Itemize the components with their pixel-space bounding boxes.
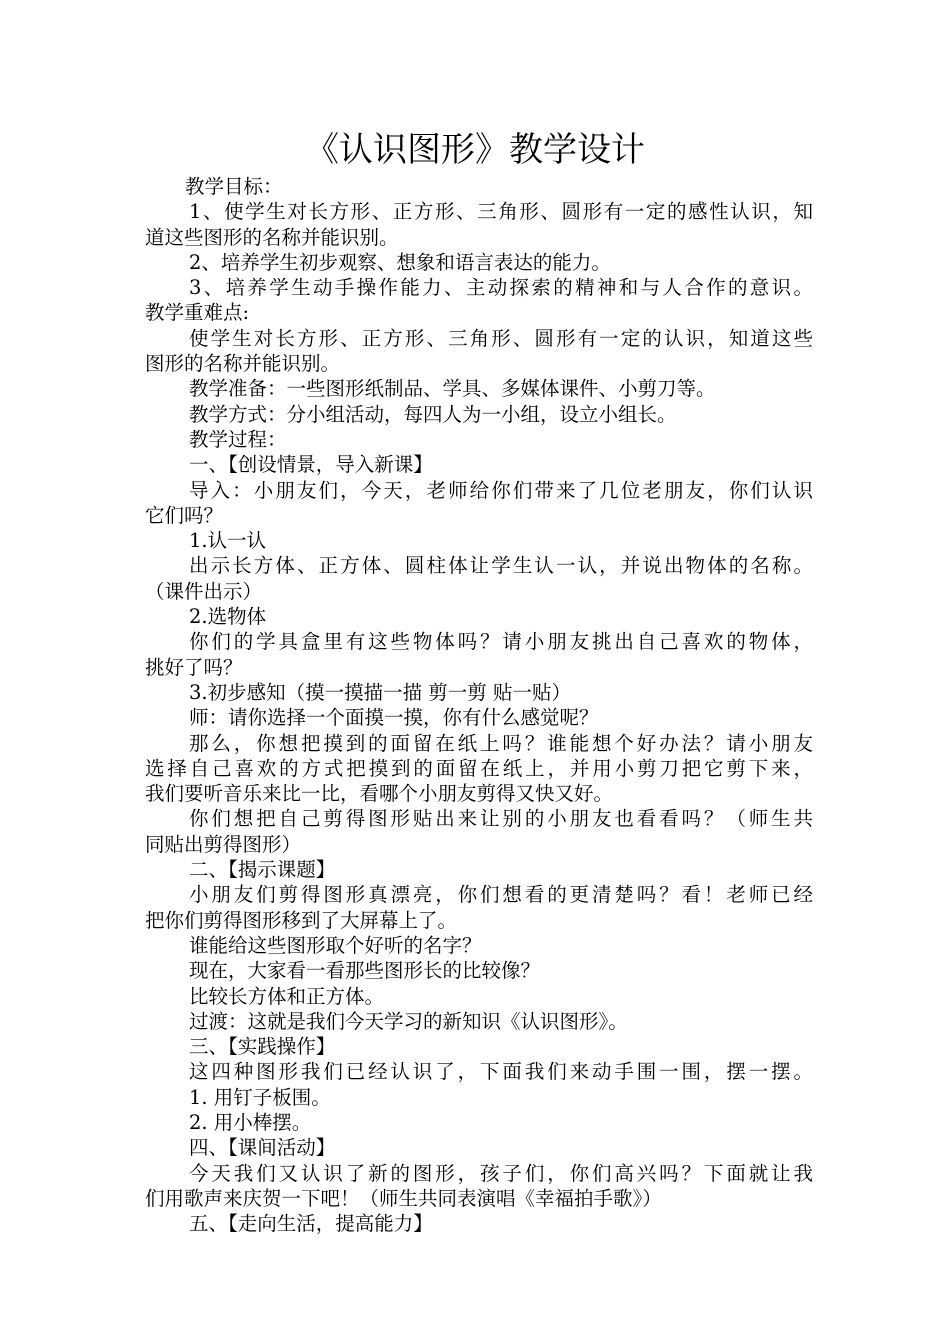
body-line: 3、培养学生动手操作能力、主动探索的精神和与人合作的意识。 <box>189 276 813 300</box>
body-line: 出示长方体、正方体、圆柱体让学生认一认，并说出物体的名称。 <box>189 554 813 578</box>
document-title: 《认识图形》教学设计 <box>305 130 645 170</box>
body-line: 把你们剪得图形移到了大屏幕上了。 <box>145 908 458 932</box>
body-line: 今天我们又认识了新的图形，孩子们，你们高兴吗？下面就让我 <box>189 1161 813 1185</box>
body-line: 小朋友们剪得图形真漂亮，你们想看的更清楚吗？看！老师已经 <box>189 883 813 907</box>
body-line: 这四种图形我们已经认识了，下面我们来动手围一围，摆一摆。 <box>189 1060 813 1084</box>
body-line: 使学生对长方形、正方形、三角形、圆形有一定的认识，知道这些 <box>189 326 813 350</box>
body-line: 2. 用小棒摆。 <box>189 1110 312 1134</box>
body-line: 教学目标： <box>185 175 283 198</box>
body-line: 你们的学具盒里有这些物体吗？请小朋友挑出自己喜欢的物体， <box>189 630 813 654</box>
body-line: 过渡：这就是我们今天学习的新知识《认识图形》。 <box>189 1009 628 1033</box>
body-line: 现在，大家看一看那些图形长的比较像？ <box>189 959 541 983</box>
body-line: 同贴出剪得图形） <box>145 832 302 856</box>
document-body <box>145 174 813 1236</box>
body-line: 挑好了吗？ <box>145 655 243 679</box>
body-line: 图形的名称并能识别。 <box>145 352 341 376</box>
body-line: 1.认一认 <box>189 529 267 553</box>
body-line: 我们要听音乐来比一比，看哪个小朋友剪得又快又好。 <box>145 782 614 806</box>
body-line: 二、【揭示课题】 <box>189 858 336 882</box>
body-line: 1、使学生对长方形、正方形、三角形、圆形有一定的感性认识，知 <box>189 200 813 224</box>
body-line: 师：请你选择一个面摸一摸，你有什么感觉呢？ <box>189 706 599 730</box>
body-line: 2.选物体 <box>189 605 267 629</box>
body-line: 比较长方体和正方体。 <box>189 984 385 1008</box>
body-line: 2、培养学生初步观察、想象和语言表达的能力。 <box>189 250 611 274</box>
body-line: 一、【创设情景，导入新课】 <box>189 453 433 477</box>
body-line: 选择自己喜欢的方式把摸到的面留在纸上，并用小剪刀把它剪下来， <box>145 756 813 780</box>
body-line: 教学过程： <box>189 427 287 451</box>
body-line: 3.初步感知（摸一摸描一描 剪一剪 贴一贴） <box>189 680 572 704</box>
body-line: （课件出示） <box>145 579 263 603</box>
body-line: 五、【走向生活，提高能力】 <box>189 1212 433 1236</box>
body-line: 四、【课间活动】 <box>189 1136 336 1160</box>
body-line: 导入：小朋友们，今天，老师给你们带来了几位老朋友，你们认识 <box>189 478 813 502</box>
body-line: 们用歌声来庆贺一下吧！（师生共同表演唱《幸福拍手歌》） <box>145 1186 662 1210</box>
body-line: 道这些图形的名称并能识别。 <box>145 225 399 249</box>
body-line: 它们吗？ <box>145 503 224 527</box>
body-line: 教学方式：分小组活动，每四人为一小组，设立小组长。 <box>189 402 677 426</box>
body-line: 你们想把自己剪得图形贴出来让别的小朋友也看看吗？（师生共 <box>189 807 813 831</box>
body-line: 谁能给这些图形取个好听的名字？ <box>189 933 482 957</box>
body-line: 1. 用钉子板围。 <box>189 1085 331 1109</box>
body-line: 那么，你想把摸到的面留在纸上吗？谁能想个好办法？请小朋友 <box>189 731 813 755</box>
body-line: 教学准备：一些图形纸制品、学具、多媒体课件、小剪刀等。 <box>189 377 716 401</box>
body-line: 三、【实践操作】 <box>189 1035 336 1059</box>
body-line: 教学重难点: <box>145 301 250 325</box>
